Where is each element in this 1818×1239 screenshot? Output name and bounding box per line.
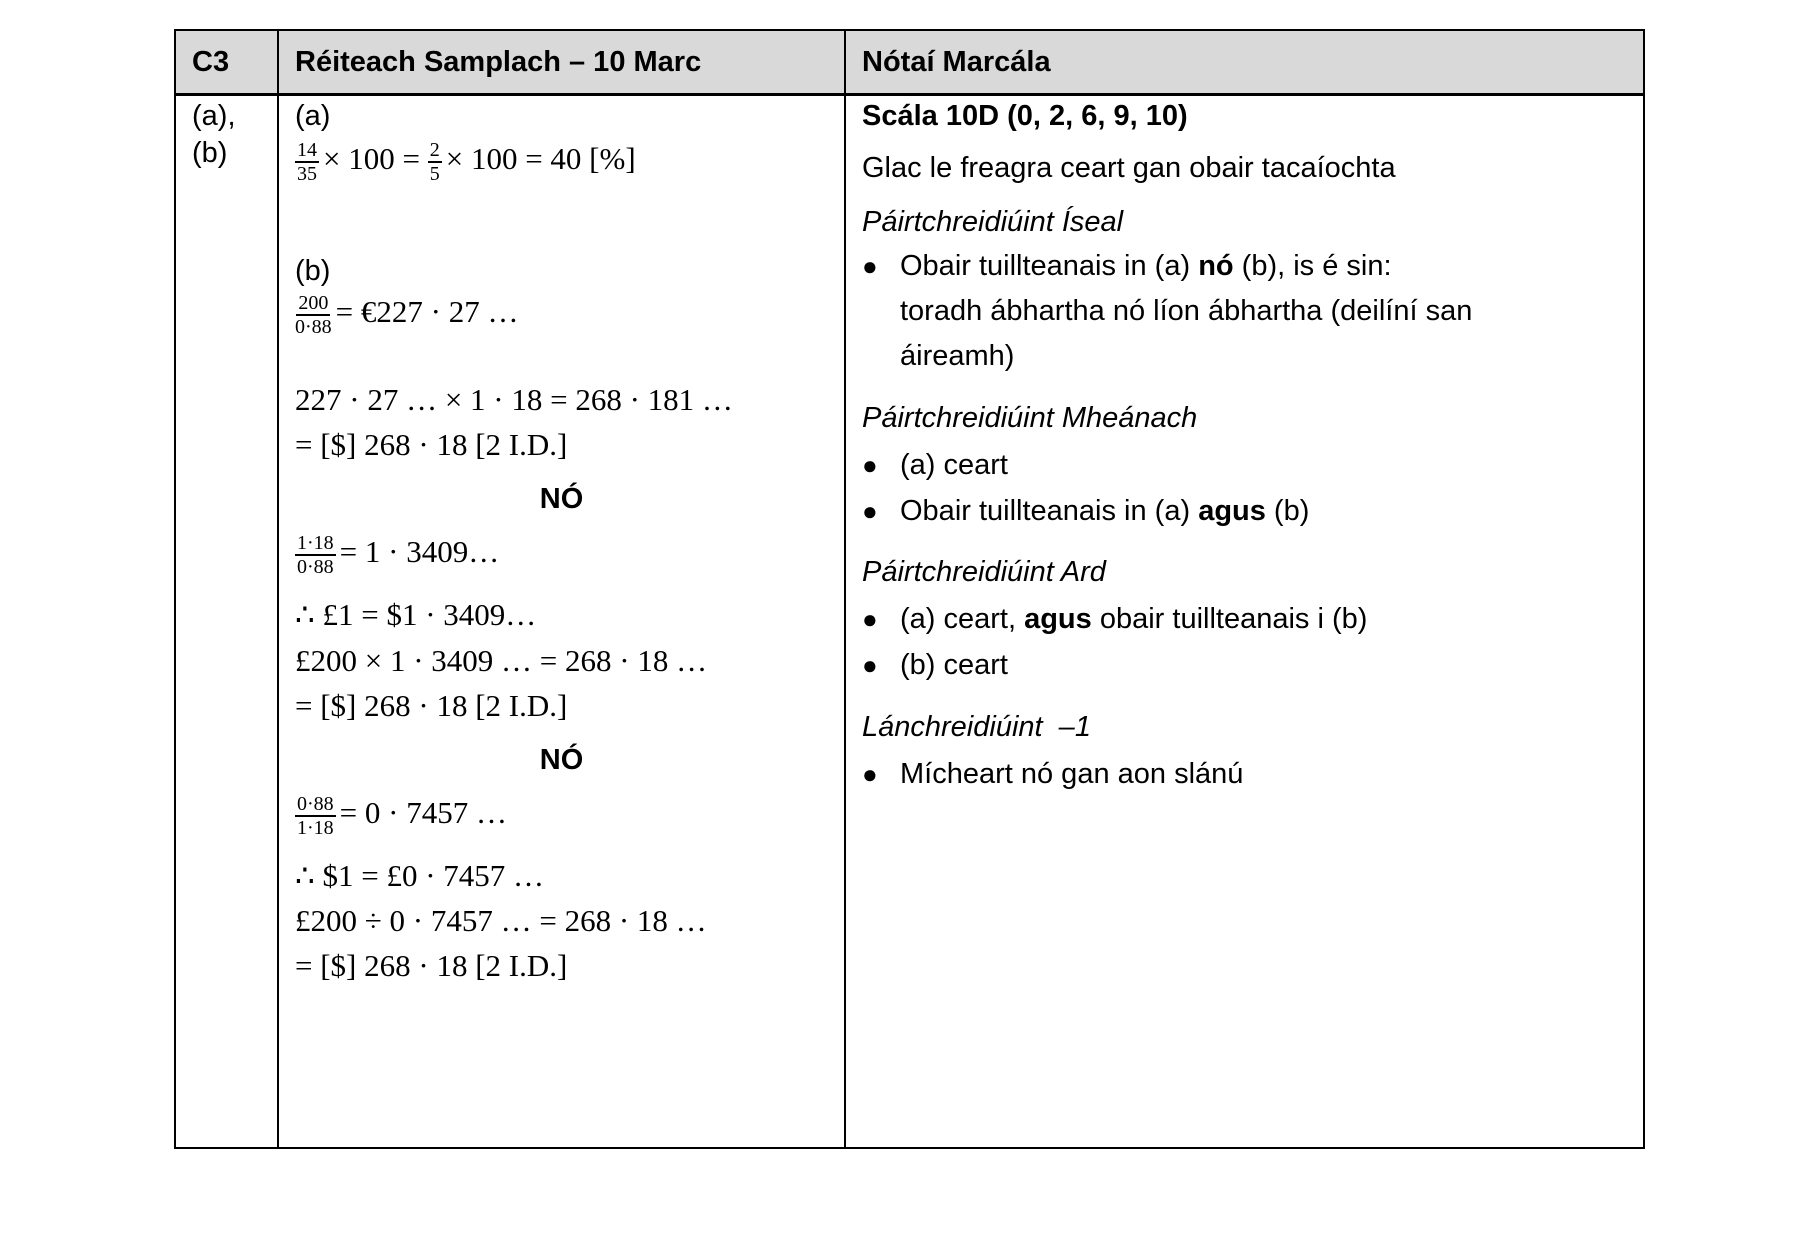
- low-item-line-2: toradh ábhartha nó líon ábhartha (deilíní san: [900, 295, 1473, 327]
- high-item-2-text: (b) ceart: [900, 649, 1008, 681]
- parts-label-a: (a),: [192, 100, 236, 132]
- accept-note: Glac le freagra ceart gan obair tacaíochta: [862, 152, 1396, 184]
- bullet-icon: ●: [862, 450, 878, 480]
- bullet-icon: ●: [862, 650, 878, 680]
- header-question-number: C3: [192, 46, 230, 78]
- part-a-equation: $\frac{14}{35}$ × 100 = $\frac{2}{5}$ × 100 = 40 [%]: [297, 139, 636, 185]
- low-item-line-1: Obair tuillteanais in (a) nó (b), is é sin:: [900, 250, 1392, 282]
- method-3-equation-3: £200 ÷ 0 · 7457 … = 268 · 18 …: [295, 903, 707, 938]
- parts-cell: [176, 96, 277, 1147]
- fraction: $\frac{2}{5}$: [429, 139, 440, 185]
- notes-cell: [846, 96, 1645, 1147]
- method-2-equation-3: £200 × 1 · 3409 … = 268 · 18 …: [295, 643, 708, 678]
- full-credit-heading: Lánchreidiúint –1: [862, 711, 1091, 743]
- part-b-equation-2: 227 · 27 … × 1 · 18 = 268 · 181 …: [295, 382, 733, 417]
- method-3-equation-1: $\frac{0\cdot 88}{1\cdot 18}$ = 0 · 7457 …: [297, 793, 507, 839]
- header-sample-solution: Réiteach Samplach – 10 Marc: [295, 46, 702, 78]
- parts-label-b: (b): [192, 137, 228, 169]
- method-2-equation-1: $\frac{1\cdot 18}{0\cdot 88}$ = 1 · 3409…: [297, 532, 500, 578]
- fraction: $\frac{1\cdot 18}{0\cdot 88}$: [297, 532, 334, 578]
- header-marking-notes: Nótaí Marcála: [862, 46, 1051, 78]
- mid-item-2-text: Obair tuillteanais in (a) agus (b): [900, 495, 1310, 527]
- full-item-text: Mícheart nó gan aon slánú: [900, 758, 1244, 790]
- or-separator-2: NÓ: [539, 744, 584, 776]
- bullet-icon: ●: [862, 251, 878, 281]
- low-item-line-3: áireamh): [900, 340, 1015, 372]
- low-partial-credit-heading: Páirtchreidiúint Íseal: [862, 206, 1124, 238]
- mid-item-1-text: (a) ceart: [900, 449, 1008, 481]
- scale-heading: Scála 10D (0, 2, 6, 9, 10): [862, 100, 1188, 132]
- method-3-equation-2: ∴ $1 = £0 · 7457 …: [295, 858, 545, 893]
- mid-partial-credit-heading: Páirtchreidiúint Mheánach: [862, 402, 1198, 434]
- part-b-label: (b): [295, 255, 331, 287]
- fraction: $\frac{200}{0\cdot 88}$: [295, 292, 332, 338]
- bullet-icon: ●: [862, 759, 878, 789]
- high-item-1-text: (a) ceart, agus obair tuillteanais i (b): [900, 603, 1368, 635]
- fraction: $\frac{0\cdot 88}{1\cdot 18}$: [297, 793, 334, 839]
- part-b-equation-1: $\frac{200}{0\cdot 88}$ = €227 · 27 …: [295, 292, 519, 338]
- bullet-icon: ●: [862, 604, 878, 634]
- high-partial-credit-heading: Páirtchreidiúint Ard: [862, 556, 1106, 588]
- solution-cell: [279, 96, 844, 1147]
- part-a-label: (a): [295, 100, 331, 132]
- part-b-equation-3: = [$] 268 · 18 [2 I.D.]: [295, 427, 568, 462]
- fraction: $\frac{14}{35}$: [297, 139, 317, 185]
- method-2-equation-2: ∴ £1 = $1 · 3409…: [295, 597, 537, 632]
- method-3-equation-4: = [$] 268 · 18 [2 I.D.]: [295, 948, 568, 983]
- marking-scheme-table: [174, 29, 1645, 1149]
- method-2-equation-4: = [$] 268 · 18 [2 I.D.]: [295, 688, 568, 723]
- bullet-icon: ●: [862, 496, 878, 526]
- or-separator-1: NÓ: [539, 483, 584, 515]
